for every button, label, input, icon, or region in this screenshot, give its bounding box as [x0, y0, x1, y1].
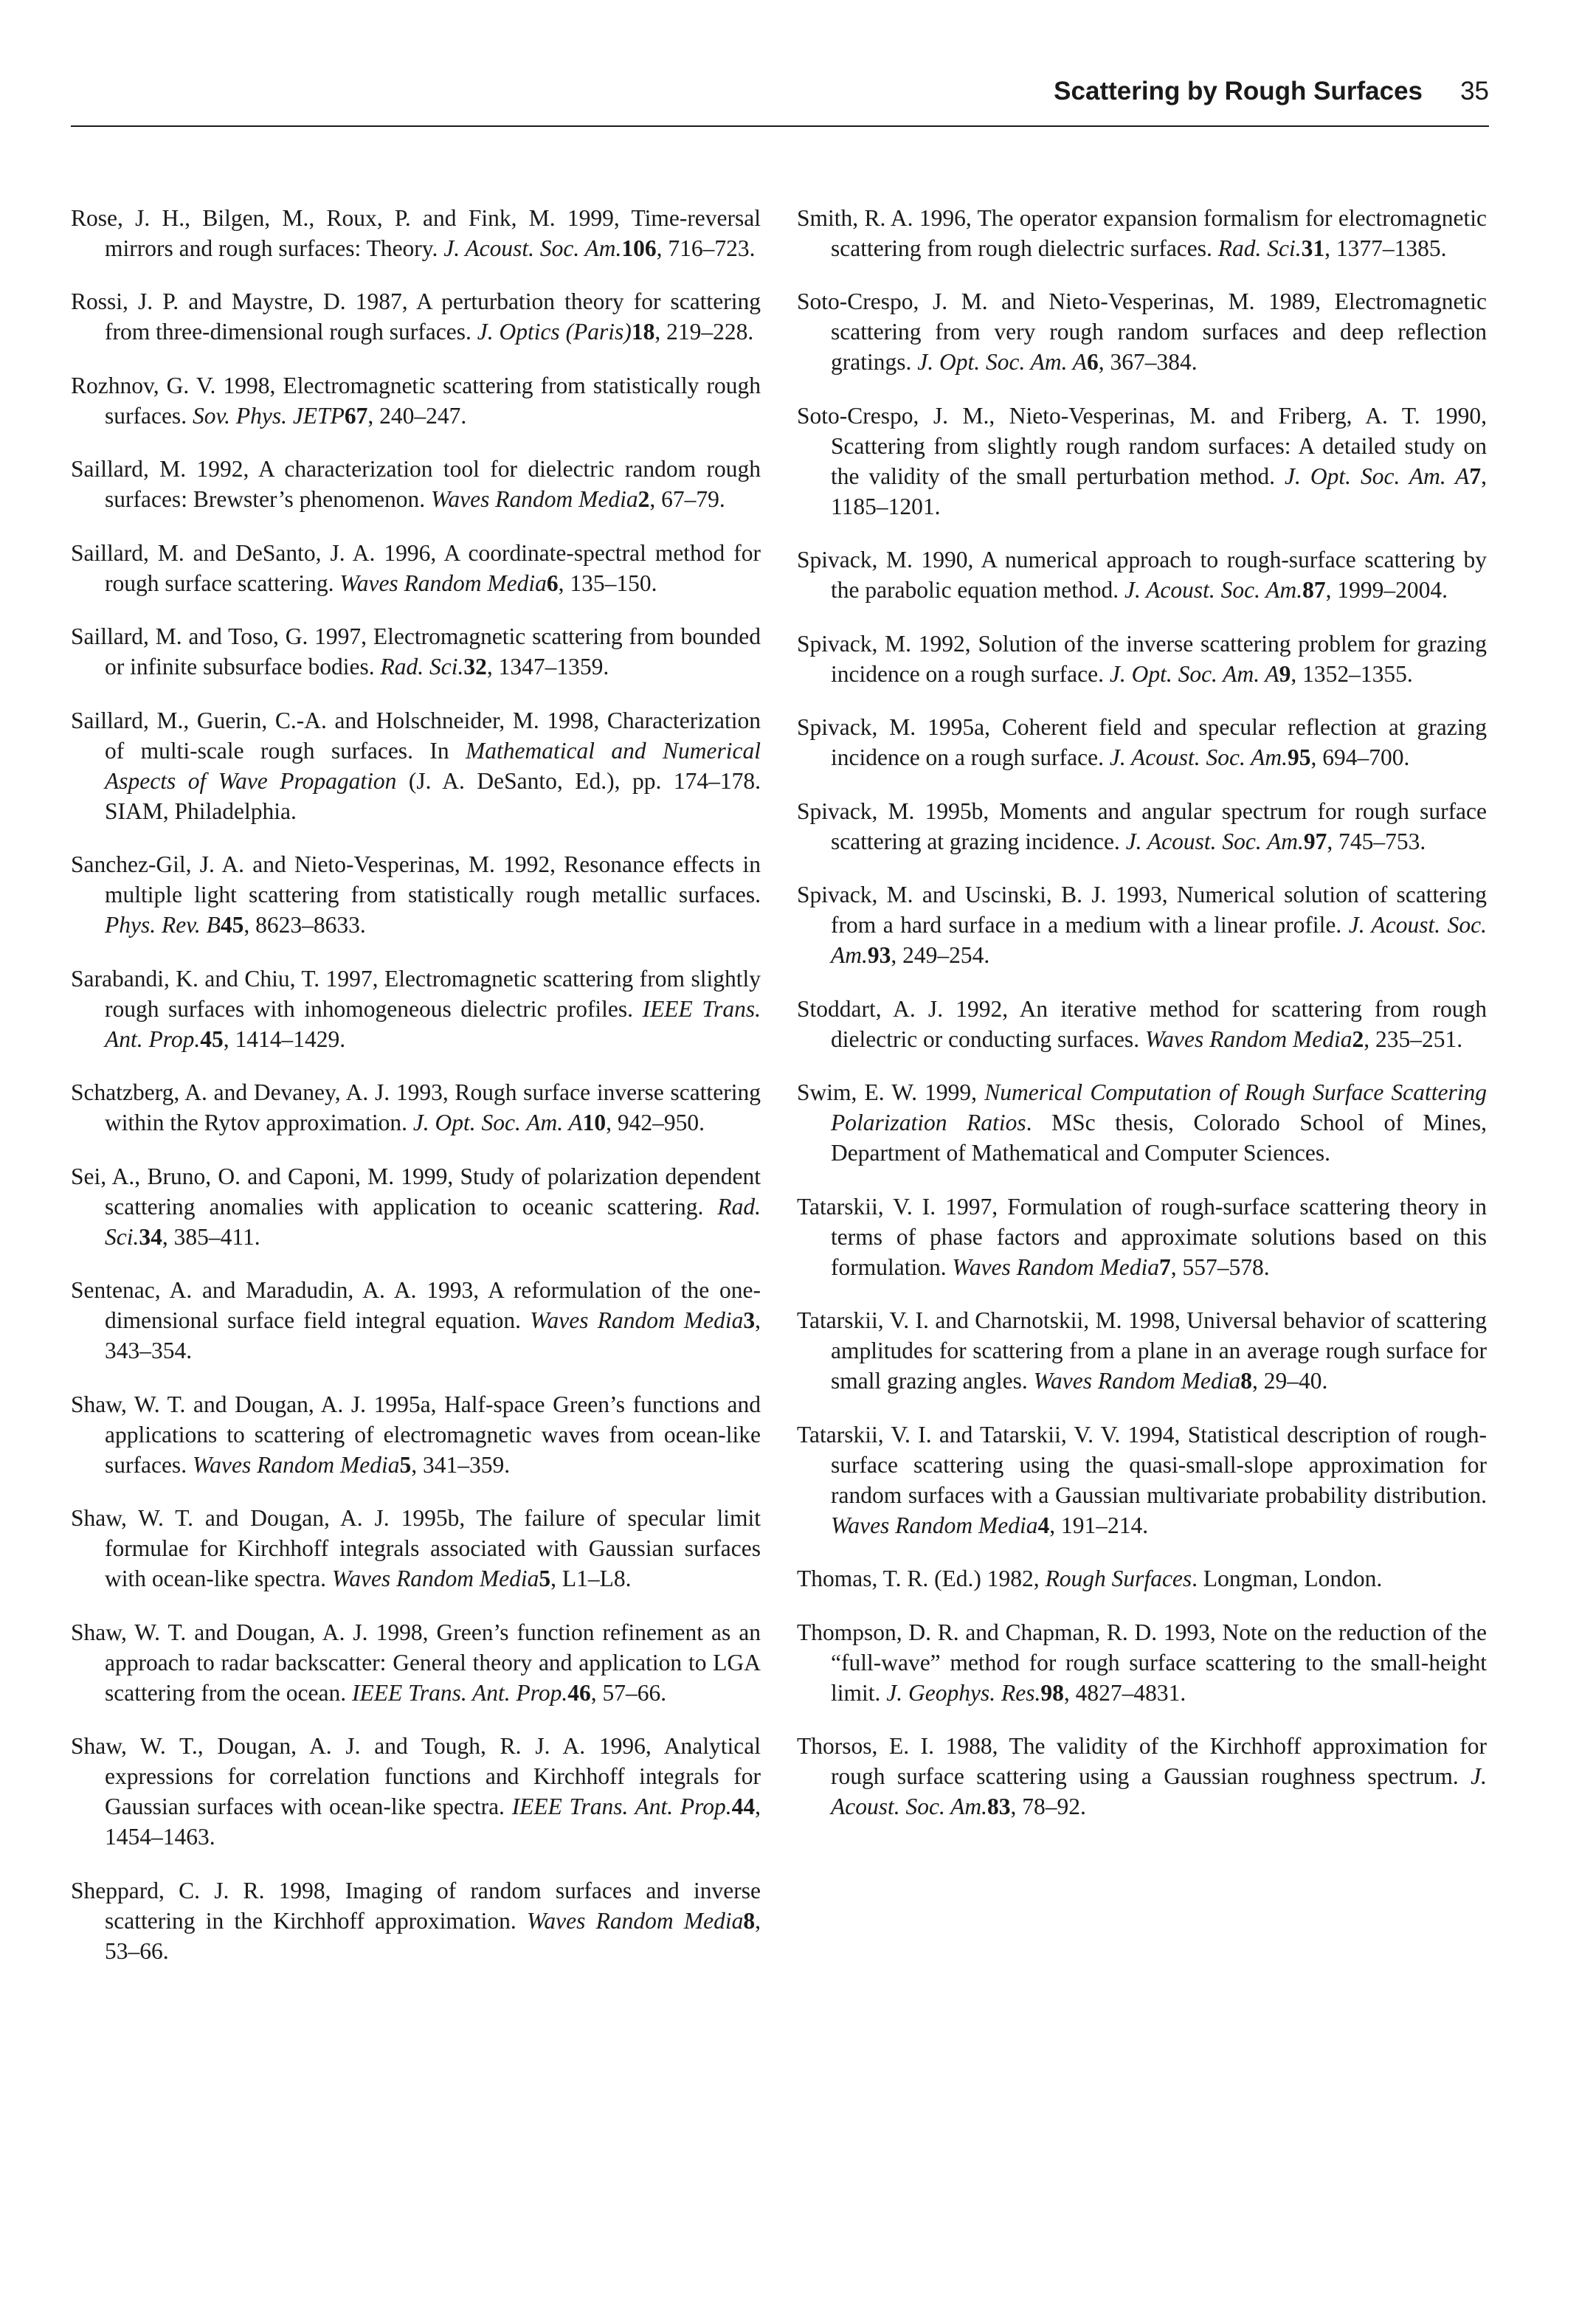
reference-pages: , 716–723. [656, 235, 756, 261]
reference-volume: 10 [582, 1110, 607, 1135]
reference-source: Waves Random Media [431, 486, 638, 512]
reference-text: Saillard, M. and DeSanto, J. A. 1996, A coordinate-spectral method for rough surface scattering. [71, 539, 761, 596]
reference-pages: , 1185–1201. [831, 463, 1488, 519]
reference-pages: , 557–578. [1170, 1253, 1270, 1280]
reference-entry [71, 1077, 761, 1138]
reference-volume: 106 [621, 235, 657, 261]
reference-volume: 3 [743, 1307, 756, 1333]
reference-volume: 4 [1037, 1512, 1050, 1538]
reference-entry [797, 1617, 1487, 1708]
reference-volume: 46 [567, 1679, 591, 1706]
reference-volume: 6 [546, 570, 559, 596]
reference-pages: , 745–753. [1327, 828, 1426, 854]
reference-volume: 34 [139, 1223, 162, 1250]
reference-source: IEEE Trans. Ant. Prop. [351, 1679, 568, 1706]
reference-entry [71, 1389, 761, 1480]
reference-text: Saillard, M. 1992, A characterization tool for dielectric random rough surfaces: Brewster’s phenomenon. [71, 456, 761, 512]
reference-pages: , 135–150. [558, 570, 657, 596]
reference-volume: 95 [1288, 744, 1311, 770]
reference-source: Waves Random Media [831, 1512, 1038, 1538]
reference-volume: 45 [200, 1026, 224, 1052]
reference-entry [797, 544, 1487, 605]
reference-pages: , 694–700. [1310, 744, 1410, 770]
reference-volume: 31 [1301, 235, 1325, 261]
reference-text: Spivack, M. and Uscinski, B. J. 1993, Numerical solution of scattering from a hard surface in a medium with a linear profile. [797, 882, 1487, 938]
reference-text: Rozhnov, G. V. 1998, Electromagnetic scattering from statistically rough surfaces. [71, 372, 761, 429]
reference-volume: 5 [539, 1566, 551, 1591]
reference-pages: , 29–40. [1251, 1368, 1328, 1394]
page-number: 35 [1460, 77, 1489, 106]
reference-source: Numerical Computation of Rough Surface Scattering Polarization Ratios [831, 1079, 1487, 1135]
reference-entry [71, 1731, 761, 1852]
reference-pages: , 235–251. [1364, 1026, 1463, 1052]
reference-source: IEEE Trans. Ant. Prop. [511, 1794, 732, 1819]
reference-pages: , 78–92. [1010, 1794, 1086, 1819]
reference-volume: 83 [987, 1794, 1011, 1819]
reference-source: Rad. Sci. [380, 654, 464, 679]
reference-text: Shaw, W. T. and Dougan, A. J. 1998, Green’s function refinement as an approach to radar backscatter: General theory and application to LGA scattering from the ocean. [71, 1619, 761, 1706]
reference-entry [797, 1077, 1487, 1168]
reference-text: Soto-Crespo, J. M. and Nieto-Vesperinas, M. 1989, Electromagnetic scattering from very rough random surfaces and deep reflection gratings. [797, 288, 1487, 375]
reference-pages: , 367–384. [1098, 349, 1198, 375]
reference-volume: 2 [1352, 1026, 1364, 1052]
reference-text: Rossi, J. P. and Maystre, D. 1987, A perturbation theory for scattering from three-dimensional rough surfaces. [71, 288, 761, 345]
reference-volume: 98 [1040, 1679, 1064, 1706]
header-rule [71, 125, 1489, 127]
reference-volume: 6 [1087, 349, 1099, 375]
reference-text: Tatarskii, V. I. and Tatarskii, V. V. 1994, Statistical description of rough-surface scattering using the quasi-small-slope approximation for random surfaces with a Gaussian multivariate probability distribution. [797, 1421, 1487, 1508]
reference-source: Phys. Rev. B [105, 912, 221, 938]
reference-volume: 87 [1302, 577, 1326, 603]
reference-entry [71, 964, 761, 1054]
reference-source: J. Acoust. Soc. Am. [1109, 744, 1288, 770]
reference-volume: 93 [867, 942, 891, 968]
reference-entry [797, 1305, 1487, 1396]
reference-pages: , L1–L8. [550, 1566, 632, 1591]
reference-entry [71, 286, 761, 347]
reference-text: Saillard, M. and Toso, G. 1997, Electromagnetic scattering from bounded or infinite subsurface bodies. [71, 623, 761, 679]
reference-volume: 45 [220, 912, 244, 938]
reference-source: J. Opt. Soc. Am. A [917, 349, 1088, 375]
reference-text: Soto-Crespo, J. M., Nieto-Vesperinas, M. and Friberg, A. T. 1990, Scattering from slightly rough random surfaces: A detailed study on the validity of the small perturbation method. [797, 402, 1487, 489]
reference-text: Shaw, W. T. and Dougan, A. J. 1995b, The failure of specular limit formulae for Kirchhoff integrals associated with Gaussian surfaces with ocean-like spectra. [71, 1505, 761, 1591]
reference-pages: , 191–214. [1049, 1512, 1149, 1538]
reference-source: J. Acoust. Soc. Am. [1125, 828, 1304, 854]
reference-volume: 18 [631, 319, 655, 345]
reference-entry [71, 1503, 761, 1594]
reference-source: J. Acoust. Soc. Am. [831, 912, 1487, 968]
reference-entry [797, 796, 1487, 857]
reference-entry [71, 370, 761, 431]
reference-entry [797, 994, 1487, 1054]
reference-source: J. Acoust. Soc. Am. [1124, 577, 1303, 603]
reference-source: Waves Random Media [952, 1253, 1160, 1280]
reference-text: Shaw, W. T. and Dougan, A. J. 1995a, Half-space Green’s functions and applications to scattering of electromagnetic waves from ocean-like surfaces. [71, 1391, 761, 1478]
reference-entry [797, 286, 1487, 377]
reference-pages: , 942–950. [606, 1110, 705, 1135]
reference-pages: , 1999–2004. [1325, 577, 1448, 603]
reference-entry [71, 849, 761, 940]
reference-text: Spivack, M. 1990, A numerical approach to rough-surface scattering by the parabolic equation method. [797, 547, 1487, 603]
reference-source: J. Optics (Paris) [477, 319, 632, 345]
reference-entry [71, 1161, 761, 1252]
reference-source: Rad. Sci. [105, 1193, 761, 1250]
reference-source: Waves Random Media [1144, 1026, 1352, 1052]
reference-pages: , 1454–1463. [105, 1794, 761, 1850]
reference-pages: , 343–354. [105, 1307, 761, 1363]
reference-source: Waves Random Media [331, 1566, 539, 1591]
reference-text: Thorsos, E. I. 1988, The validity of the Kirchhoff approximation for rough surface scattering using a Gaussian roughness spectrum. [797, 1733, 1487, 1789]
reference-volume: 44 [731, 1794, 756, 1819]
reference-pages: , 67–79. [649, 486, 725, 512]
reference-text: Sanchez-Gil, J. A. and Nieto-Vesperinas, M. 1992, Resonance effects in multiple light scattering from statistically rough metallic surfaces. [71, 851, 761, 907]
reference-text: Tatarskii, V. I. and Charnotskii, M. 1998, Universal behavior of scattering amplitudes for scattering from a plane in an average rough surface for small grazing angles. [797, 1307, 1487, 1394]
reference-volume: 32 [463, 654, 487, 679]
reference-entry [797, 712, 1487, 772]
reference-text: Thomas, T. R. (Ed.) 1982, [797, 1566, 1046, 1591]
reference-source: Mathematical and Numerical Aspects of Wave Propagation [105, 737, 761, 794]
reference-text: Sentenac, A. and Maradudin, A. A. 1993, A reformulation of the one-dimensional surface field integral equation. [71, 1277, 761, 1333]
reference-text: Spivack, M. 1995b, Moments and angular spectrum for rough surface scattering at grazing incidence. [797, 798, 1487, 854]
reference-text: Tatarskii, V. I. 1997, Formulation of rough-surface scattering theory in terms of phase factors and approximate solutions based on this formulation. [797, 1193, 1487, 1280]
reference-source: Waves Random Media [339, 570, 547, 596]
reference-volume: 5 [399, 1451, 412, 1478]
reference-pages: , 341–359. [411, 1451, 511, 1478]
reference-entry [797, 1419, 1487, 1540]
reference-entry [797, 203, 1487, 263]
reference-pages: , 240–247. [367, 402, 467, 429]
reference-pages: , 219–228. [654, 319, 754, 345]
references-left-column [71, 179, 761, 1981]
reference-text: Schatzberg, A. and Devaney, A. J. 1993, Rough surface inverse scattering within the Rytov approximation. [71, 1079, 761, 1135]
page-header [71, 71, 1489, 115]
reference-source: J. Opt. Soc. Am. A [412, 1110, 583, 1135]
reference-pages: , 8623–8633. [243, 912, 366, 938]
reference-text: Rose, J. H., Bilgen, M., Roux, P. and Fink, M. 1999, Time-reversal mirrors and rough surfaces: Theory. [71, 204, 761, 261]
reference-pages: , 57–66. [590, 1679, 667, 1706]
reference-text: Shaw, W. T., Dougan, A. J. and Tough, R. J. A. 1996, Analytical expressions for correlation functions and Kirchhoff integrals for Gaussian surfaces with ocean-like spectra. [71, 1733, 761, 1819]
reference-entry [71, 538, 761, 598]
reference-volume: 8 [743, 1907, 756, 1934]
reference-source: Waves Random Media [527, 1907, 744, 1934]
reference-entry [797, 879, 1487, 970]
reference-entry [71, 705, 761, 826]
reference-entry [71, 1617, 761, 1708]
reference-volume: 7 [1469, 463, 1482, 489]
reference-pages: , 1377–1385. [1324, 235, 1447, 261]
reference-entry [71, 454, 761, 514]
reference-pages: , 385–411. [162, 1223, 260, 1250]
reference-volume: 7 [1159, 1253, 1171, 1280]
reference-pages: , 1414–1429. [223, 1026, 346, 1052]
reference-pages: . MSc thesis, Colorado School of Mines, Department of Mathematical and Computer Sciences. [831, 1110, 1487, 1166]
reference-pages: . Longman, London. [1192, 1566, 1383, 1591]
reference-source: J. Acoust. Soc. Am. [443, 235, 622, 261]
reference-text: Thompson, D. R. and Chapman, R. D. 1993, Note on the reduction of the “full-wave” method for rough surface scattering to the small-height limit. [797, 1619, 1487, 1706]
reference-volume: 9 [1279, 660, 1291, 687]
reference-entry [71, 1875, 761, 1966]
reference-volume: 8 [1240, 1368, 1252, 1394]
reference-pages: , 1347–1359. [486, 654, 609, 679]
reference-source: J. Opt. Soc. Am. A [1109, 660, 1279, 687]
reference-volume: 67 [344, 402, 368, 429]
reference-entry [71, 1275, 761, 1366]
reference-text: Saillard, M., Guerin, C.-A. and Holschneider, M. 1998, Characterization of multi-scale rough surfaces. In [71, 707, 761, 764]
reference-text: Sarabandi, K. and Chiu, T. 1997, Electromagnetic scattering from slightly rough surfaces with inhomogeneous dielectric profiles. [71, 965, 761, 1022]
reference-text: Swim, E. W. 1999, [797, 1079, 985, 1105]
reference-pages: , 4827–4831. [1063, 1679, 1186, 1706]
reference-text: Sheppard, C. J. R. 1998, Imaging of random surfaces and inverse scattering in the Kirchhoff approximation. [71, 1877, 761, 1934]
reference-entry [797, 629, 1487, 689]
reference-pages: , 1352–1355. [1291, 660, 1413, 687]
reference-text: Spivack, M. 1992, Solution of the inverse scattering problem for grazing incidence on a rough surface. [797, 630, 1487, 687]
reference-source: J. Acoust. Soc. Am. [831, 1763, 1487, 1819]
reference-source: Waves Random Media [192, 1451, 400, 1478]
reference-text: Sei, A., Bruno, O. and Caponi, M. 1999, Study of polarization dependent scattering anomalies with application to oceanic scattering. [71, 1163, 761, 1220]
reference-source: Sov. Phys. JETP [192, 402, 345, 429]
running-title: Scattering by Rough Surfaces [1054, 77, 1423, 106]
reference-pages: (J. A. DeSanto, Ed.), pp. 174–178. SIAM, Philadelphia. [105, 767, 761, 824]
reference-text: Stoddart, A. J. 1992, An iterative method for scattering from rough dielectric or conducting surfaces. [797, 995, 1487, 1052]
reference-text: Spivack, M. 1995a, Coherent field and specular reflection at grazing incidence on a rough surface. [797, 714, 1487, 770]
reference-source: Rough Surfaces [1045, 1566, 1192, 1591]
reference-source: IEEE Trans. Ant. Prop. [105, 995, 761, 1052]
reference-volume: 97 [1303, 828, 1327, 854]
reference-source: Waves Random Media [530, 1307, 744, 1333]
reference-entry [797, 1563, 1487, 1594]
reference-source: J. Opt. Soc. Am. A [1285, 463, 1470, 489]
reference-entry [797, 1192, 1487, 1282]
reference-entry [797, 1731, 1487, 1822]
reference-source: Waves Random Media [1033, 1368, 1241, 1394]
reference-source: Rad. Sci. [1217, 235, 1302, 261]
reference-pages: , 53–66. [105, 1907, 761, 1964]
reference-volume: 2 [638, 486, 650, 512]
reference-entry [71, 621, 761, 682]
reference-entry [71, 203, 761, 263]
reference-entry [797, 401, 1487, 522]
reference-text: Smith, R. A. 1996, The operator expansion formalism for electromagnetic scattering from rough dielectric surfaces. [797, 204, 1487, 261]
reference-pages: , 249–254. [891, 942, 990, 968]
reference-source: J. Geophys. Res. [886, 1679, 1041, 1706]
references-right-column [797, 179, 1487, 1836]
